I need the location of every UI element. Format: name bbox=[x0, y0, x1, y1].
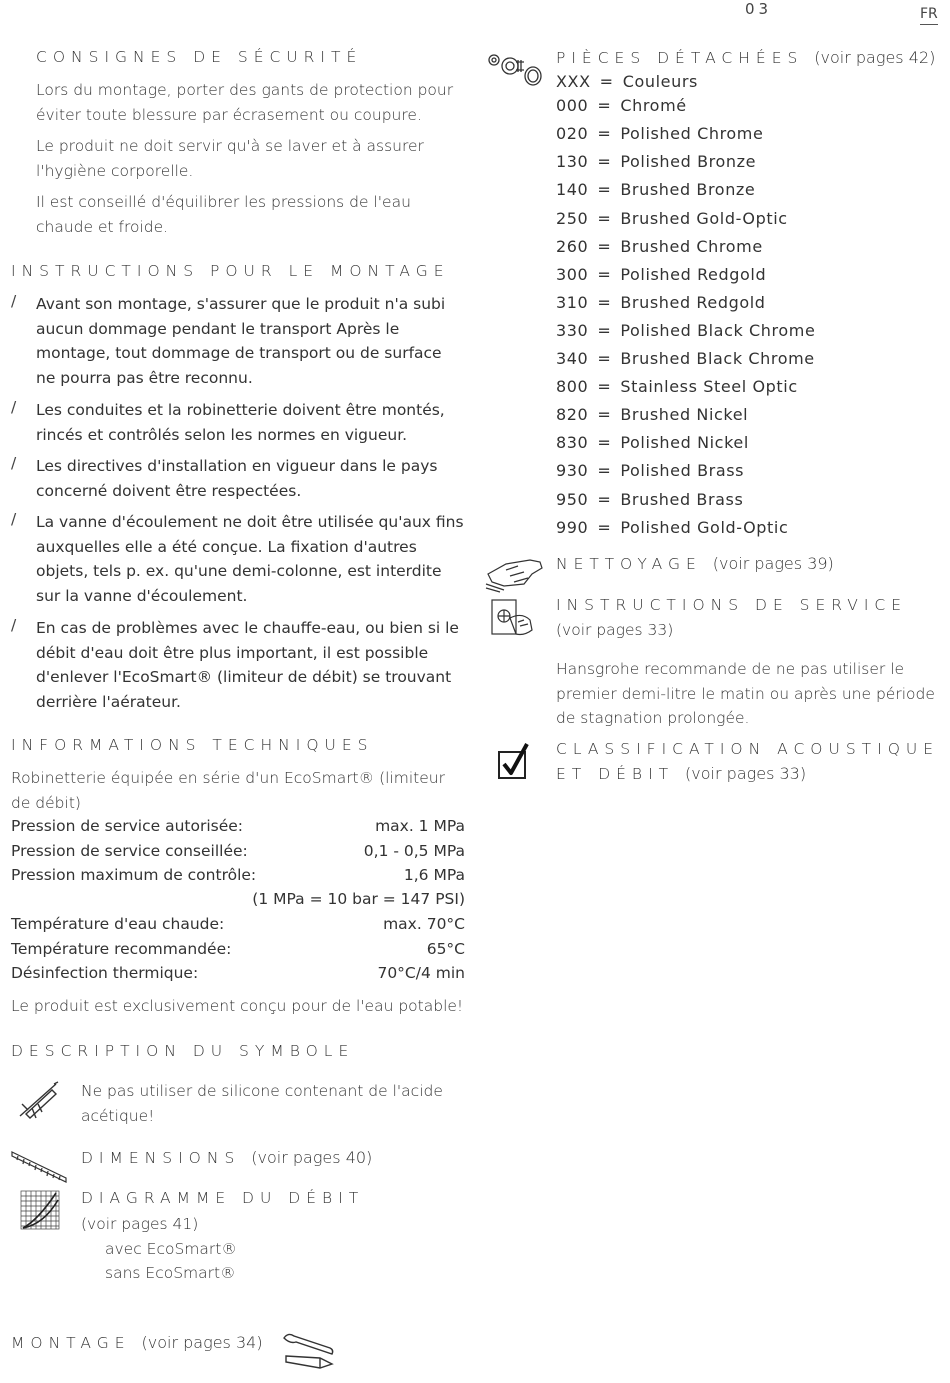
part-code: 990 bbox=[556, 518, 589, 537]
part-code: 930 bbox=[556, 461, 589, 480]
tech-row bbox=[11, 940, 465, 958]
part-eq: = bbox=[597, 433, 612, 452]
cleaning-hand-icon bbox=[484, 554, 546, 594]
part-code: 340 bbox=[556, 349, 589, 368]
tech-row-value: 70°C/4 min bbox=[377, 964, 465, 982]
part-code: XXX bbox=[556, 72, 591, 91]
montage-title: MONTAGE bbox=[11, 1334, 131, 1352]
part-row bbox=[556, 96, 687, 115]
cleaning-ref: (voir pages 39) bbox=[712, 554, 834, 573]
tech-row-value: 0,1 - 0,5 MPa bbox=[363, 842, 465, 860]
tech-row-label: Pression de service conseillée: bbox=[11, 842, 248, 860]
part-name: Polished Chrome bbox=[620, 124, 764, 143]
part-code: 800 bbox=[556, 377, 589, 396]
part-eq: = bbox=[597, 96, 612, 115]
montage-ref: (voir pages 34) bbox=[141, 1333, 263, 1352]
part-eq: = bbox=[597, 377, 612, 396]
tech-row-label: Pression maximum de contrôle: bbox=[11, 866, 257, 884]
part-code: 000 bbox=[556, 96, 589, 115]
flow-diagram-icon bbox=[20, 1190, 60, 1230]
part-code: 140 bbox=[556, 180, 589, 199]
symbol-text: Ne pas utiliser de silicone contenant de l'acide acétique! bbox=[81, 1082, 443, 1125]
dimensions-ref: (voir pages 40) bbox=[251, 1148, 373, 1167]
part-eq: = bbox=[597, 237, 612, 256]
part-name: Brushed Redgold bbox=[620, 293, 766, 312]
safety-paragraph-3: Il est conseillé d'équilibrer les pressions de l'eau chaude et froide. bbox=[36, 193, 411, 236]
symbol-title: DESCRIPTION DU SYMBOLE bbox=[11, 1042, 355, 1060]
part-row bbox=[556, 321, 815, 340]
part-eq: = bbox=[597, 293, 612, 312]
part-eq: = bbox=[597, 152, 612, 171]
safety-paragraph-2: Le produit ne doit servir qu'à se laver et à assurer l'hygiène corporelle. bbox=[36, 137, 424, 180]
flow-without-ecosmart: sans EcoSmart® bbox=[105, 1264, 236, 1282]
part-code: 820 bbox=[556, 405, 589, 424]
part-name: Brushed Chrome bbox=[620, 237, 763, 256]
service-ref: (voir pages 33) bbox=[556, 621, 674, 639]
silicone-gun-icon bbox=[16, 1080, 60, 1120]
part-row bbox=[556, 377, 798, 396]
part-code: 130 bbox=[556, 152, 589, 171]
montage-heading bbox=[11, 1333, 263, 1352]
dimensions-title: DIMENSIONS bbox=[81, 1149, 241, 1167]
part-name: Couleurs bbox=[622, 72, 698, 91]
part-name: Polished Redgold bbox=[620, 265, 767, 284]
part-row bbox=[556, 461, 744, 480]
part-name: Polished Nickel bbox=[620, 433, 749, 452]
part-row bbox=[556, 124, 763, 143]
tech-row-label: Désinfection thermique: bbox=[11, 964, 199, 982]
service-hand-icon bbox=[488, 596, 538, 638]
safety-title: CONSIGNES DE SÉCURITÉ bbox=[36, 48, 363, 66]
tech-row bbox=[11, 866, 465, 884]
part-name: Brushed Bronze bbox=[620, 180, 756, 199]
tech-row-value: max. 70°C bbox=[383, 915, 465, 933]
tech-intro: Robinetterie équipée en série d'un EcoSmart® (limiteur de débit) bbox=[11, 769, 445, 812]
part-row bbox=[556, 209, 788, 228]
tech-row bbox=[11, 817, 465, 835]
tech-row bbox=[11, 842, 465, 860]
part-row bbox=[556, 490, 743, 509]
part-name: Brushed Brass bbox=[620, 490, 744, 509]
tech-row bbox=[11, 964, 465, 982]
part-code: 250 bbox=[556, 209, 589, 228]
part-row bbox=[556, 349, 815, 368]
part-row bbox=[556, 180, 755, 199]
part-code: 300 bbox=[556, 265, 589, 284]
part-eq: = bbox=[597, 265, 612, 284]
parts-heading bbox=[556, 48, 935, 67]
part-eq: = bbox=[597, 518, 612, 537]
part-code: 330 bbox=[556, 321, 589, 340]
tech-row-label: Pression de service autorisée: bbox=[11, 817, 244, 835]
part-eq: = bbox=[597, 209, 612, 228]
part-name: Polished Gold-Optic bbox=[620, 518, 789, 537]
checkbox-icon bbox=[496, 742, 532, 782]
flow-title: DIAGRAMME DU DÉBIT bbox=[81, 1189, 365, 1207]
part-row bbox=[556, 518, 788, 537]
bullet-slash: / bbox=[11, 510, 17, 528]
service-text: Hansgrohe recommande de ne pas utiliser le premier demi-litre le matin ou après une période de stagnation prolongée. bbox=[556, 660, 935, 728]
mounting-item-4: La vanne d'écoulement ne doit être utilisée qu'aux fins auxquelles elle a été conçue. La fixation d'autres objets, tels p. ex. qu'une demi-colonne, est interdite sur la vanne d'écoulement. bbox=[36, 513, 464, 605]
part-eq: = bbox=[597, 461, 612, 480]
mounting-item-2: Les conduites et la robinetterie doivent être montés, rincés et contrôlés selon les normes en vigueur. bbox=[36, 401, 445, 444]
mounting-item-1: Avant son montage, s'assurer que le produit n'a subi aucun dommage pendant le transport Après le montage, tout dommage de transport ou de surface ne pourra pas être reconnu. bbox=[36, 295, 446, 387]
part-eq: = bbox=[597, 321, 612, 340]
flow-with-ecosmart: avec EcoSmart® bbox=[105, 1240, 237, 1258]
tech-row-value: 1,6 MPa bbox=[403, 866, 465, 884]
acoustic-title: CLASSIFICATION ACOUSTIQUE bbox=[556, 740, 940, 758]
part-name: Polished Bronze bbox=[620, 152, 757, 171]
part-eq: = bbox=[597, 490, 612, 509]
mounting-title: INSTRUCTIONS POUR LE MONTAGE bbox=[11, 262, 450, 280]
cleaning-heading bbox=[556, 554, 834, 573]
service-title: INSTRUCTIONS DE SERVICE bbox=[556, 596, 908, 614]
part-eq: = bbox=[599, 72, 614, 91]
part-code: 830 bbox=[556, 433, 589, 452]
part-row bbox=[556, 265, 766, 284]
acoustic-ref: (voir pages 33) bbox=[685, 764, 807, 783]
part-name: Polished Brass bbox=[620, 461, 745, 480]
part-code: 260 bbox=[556, 237, 589, 256]
tech-row-value: max. 1 MPa bbox=[375, 817, 465, 835]
part-name: Stainless Steel Optic bbox=[620, 377, 798, 396]
part-row bbox=[556, 433, 749, 452]
part-code: 020 bbox=[556, 124, 589, 143]
part-row bbox=[556, 293, 766, 312]
tech-row-value: (1 MPa = 10 bar = 147 PSI) bbox=[252, 890, 465, 908]
ruler-icon bbox=[10, 1148, 68, 1184]
part-eq: = bbox=[597, 405, 612, 424]
tech-row-label: Température d'eau chaude: bbox=[11, 915, 225, 933]
part-code: 950 bbox=[556, 490, 589, 509]
part-eq: = bbox=[597, 180, 612, 199]
part-name: Brushed Gold-Optic bbox=[620, 209, 788, 228]
bullet-slash: / bbox=[11, 454, 17, 472]
mounting-item-3: Les directives d'installation en vigueur dans le pays concerné doivent être respectées. bbox=[36, 457, 438, 500]
mounting-item-5: En cas de problèmes avec le chauffe-eau, ou bien si le débit d'eau doit être plus important, il est possible d'enlever l'EcoSmart® (limiteur de débit) se trouvant derrière l'aérateur. bbox=[36, 619, 459, 711]
part-code: 310 bbox=[556, 293, 589, 312]
language-code: FR bbox=[920, 6, 938, 25]
page-number: 03 bbox=[745, 0, 773, 18]
tech-row-value: 65°C bbox=[426, 940, 465, 958]
part-row bbox=[556, 152, 756, 171]
dimensions-heading bbox=[81, 1148, 372, 1167]
tech-note: Le produit est exclusivement conçu pour de l'eau potable! bbox=[11, 997, 464, 1015]
tools-icon bbox=[280, 1330, 336, 1370]
part-row bbox=[556, 237, 763, 256]
bullet-slash: / bbox=[11, 292, 17, 310]
part-name: Brushed Nickel bbox=[620, 405, 749, 424]
part-eq: = bbox=[597, 124, 612, 143]
bullet-slash: / bbox=[11, 616, 17, 634]
acoustic-title-2: ET DÉBIT bbox=[556, 765, 675, 783]
part-name: Chromé bbox=[620, 96, 687, 115]
tech-row-label: Température recommandée: bbox=[11, 940, 232, 958]
spare-parts-icon bbox=[486, 48, 544, 88]
flow-ref: (voir pages 41) bbox=[81, 1215, 199, 1233]
part-eq: = bbox=[597, 349, 612, 368]
bullet-slash: / bbox=[11, 398, 17, 416]
tech-title: INFORMATIONS TECHNIQUES bbox=[11, 736, 374, 754]
parts-ref: (voir pages 42) bbox=[814, 48, 936, 67]
part-row bbox=[556, 72, 698, 91]
tech-row bbox=[11, 915, 465, 933]
safety-paragraph-1: Lors du montage, porter des gants de protection pour éviter toute blessure par écrasement ou coupure. bbox=[36, 81, 454, 124]
parts-title: PIÈCES DÉTACHÉES bbox=[556, 49, 804, 67]
part-name: Brushed Black Chrome bbox=[620, 349, 815, 368]
cleaning-title: NETTOYAGE bbox=[556, 555, 702, 573]
part-name: Polished Black Chrome bbox=[620, 321, 816, 340]
part-row bbox=[556, 405, 748, 424]
acoustic-heading-2 bbox=[556, 764, 806, 783]
